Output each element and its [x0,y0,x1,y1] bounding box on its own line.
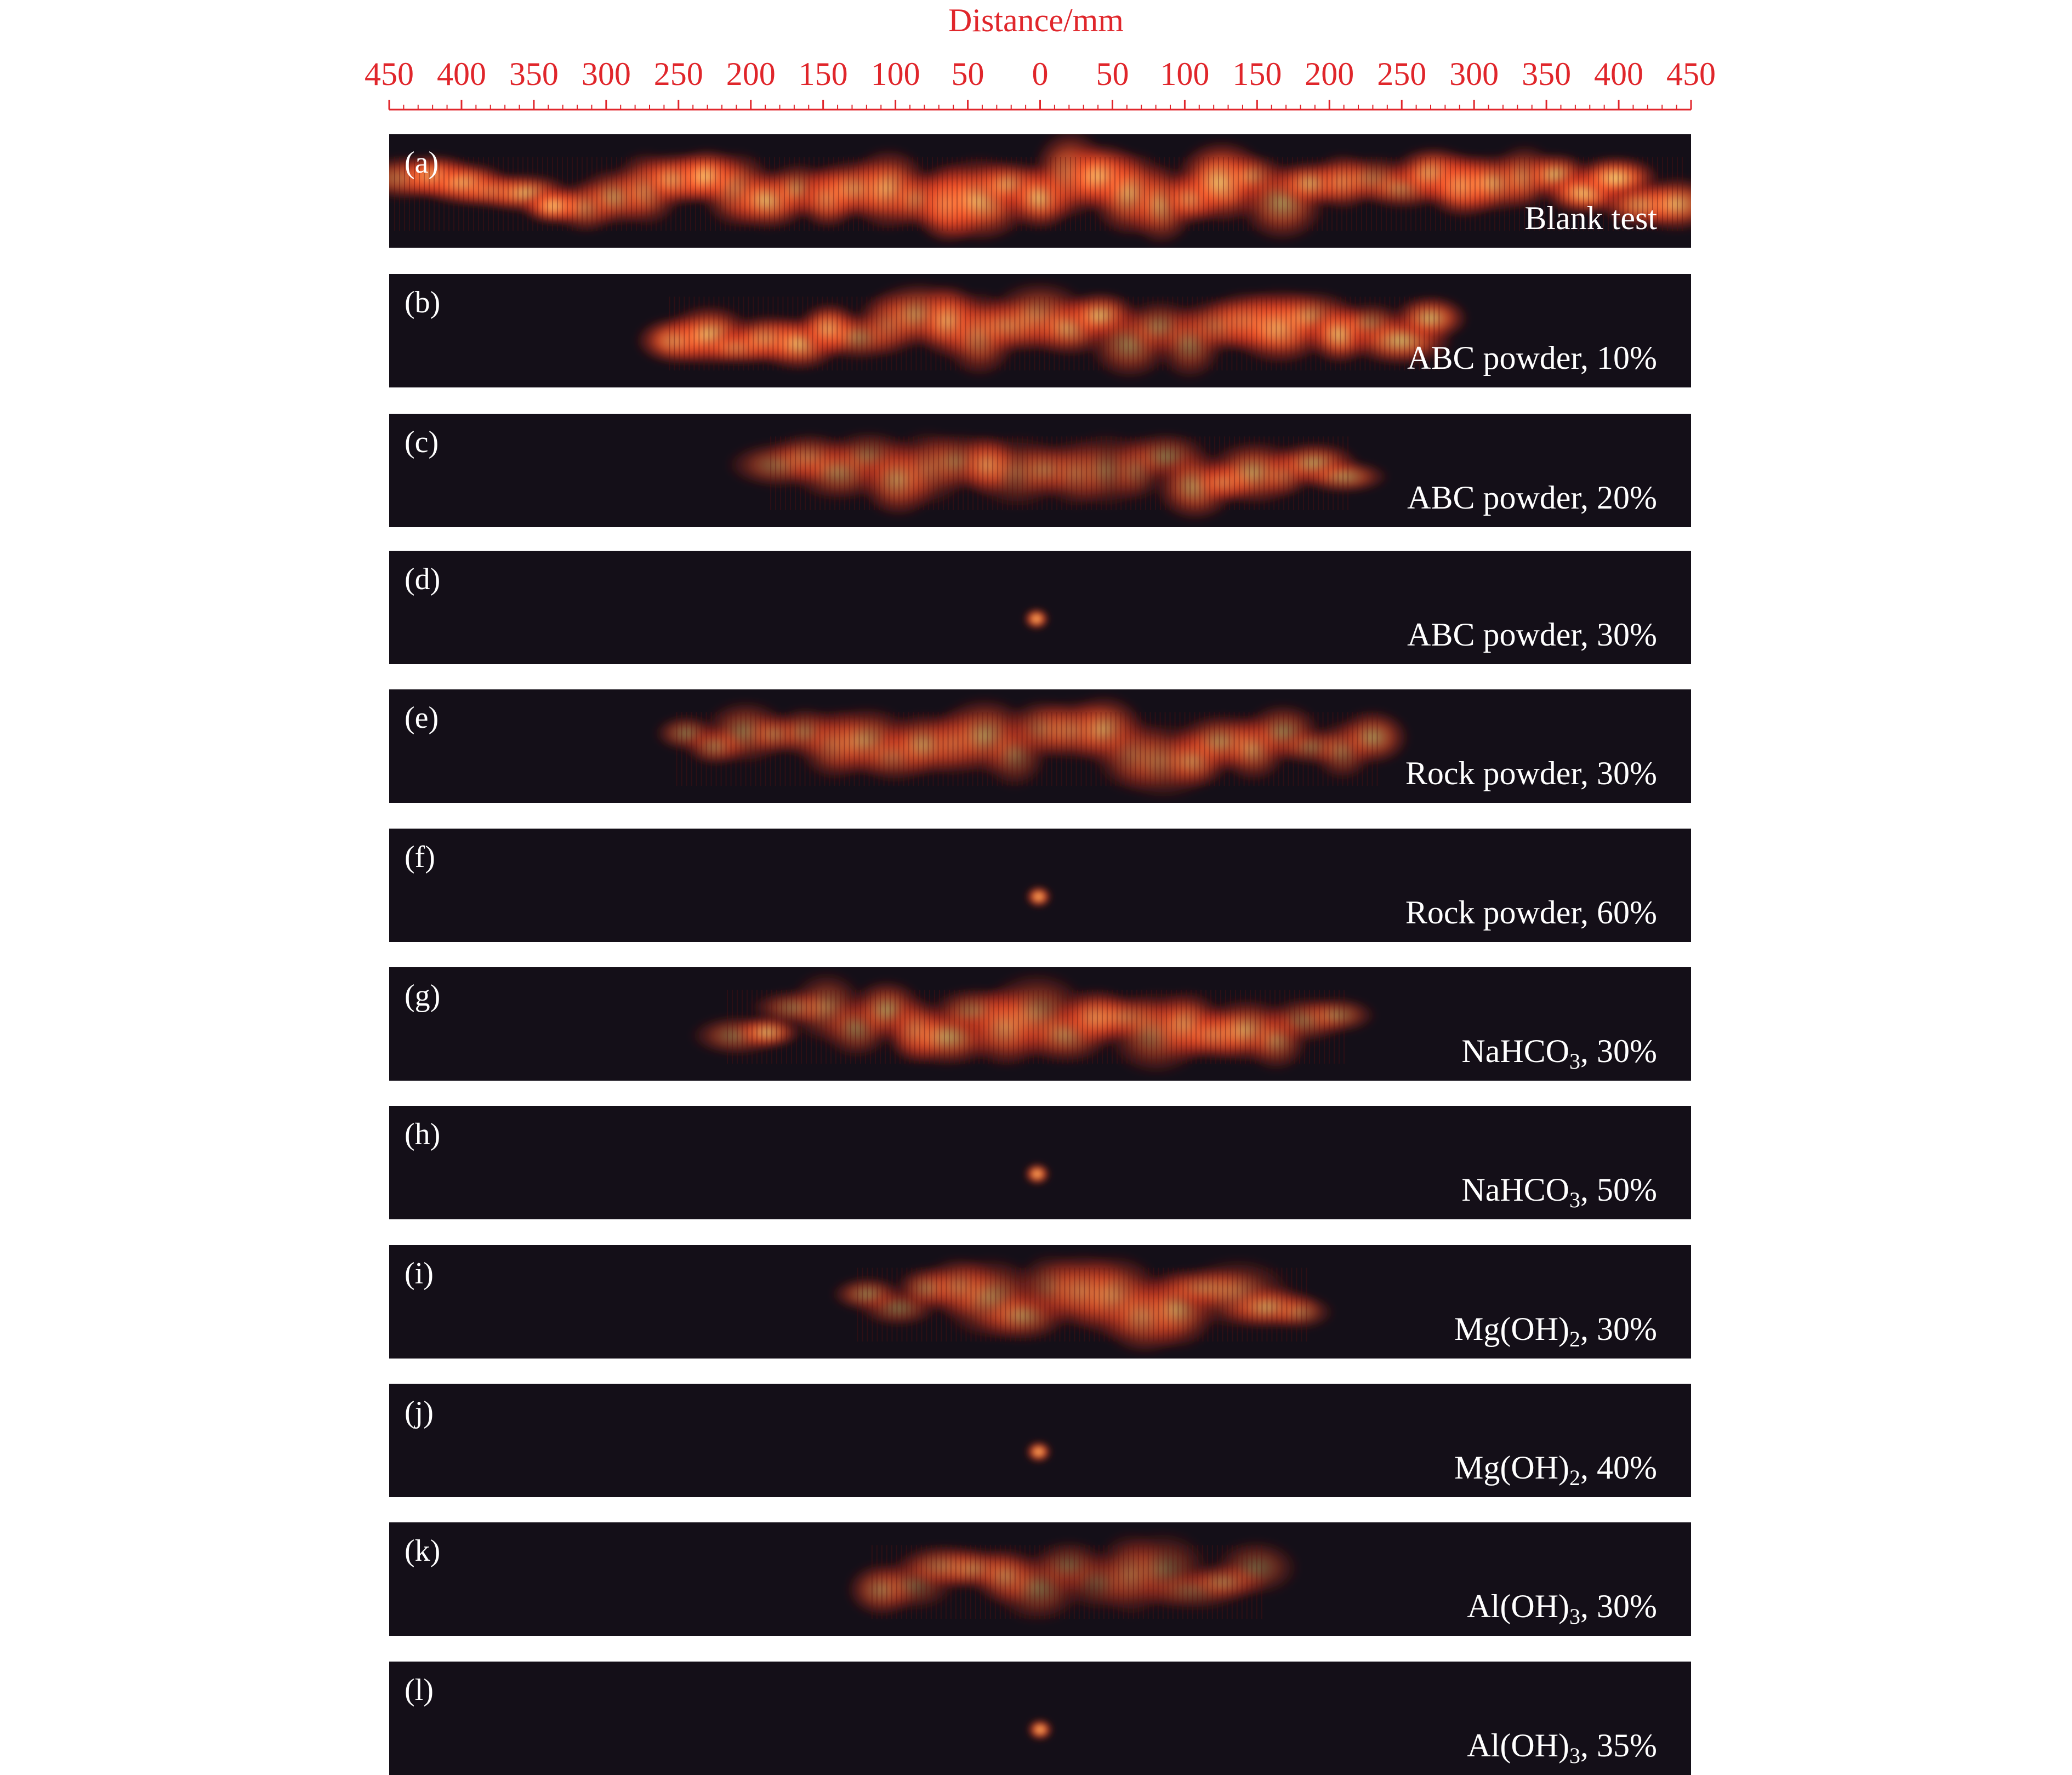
panel-label-text: ABC powder, 30% [1407,617,1657,653]
panel-letter: (d) [405,562,441,596]
panel-label [1524,201,1657,236]
tick-label: 200 [1305,56,1354,92]
tick-label: 250 [653,56,703,92]
panel-label [1407,340,1657,375]
tick-label: 350 [1522,56,1572,92]
panel-label-suffix: , 35% [1580,1727,1657,1763]
panel-label [1467,1727,1657,1768]
tick-label: 200 [726,56,776,92]
tick-label: 150 [1232,56,1282,92]
panel-letter: (a) [405,146,439,180]
flame-panel [389,1245,1691,1359]
panel-label [1461,1033,1657,1074]
panel-label [1454,1449,1657,1490]
flame-panel [389,551,1691,664]
tick-label: 450 [365,56,414,92]
tick-label: 450 [1666,56,1716,92]
panel-label-subscript: 3 [1569,1188,1581,1212]
panel-label-text: Rock powder, 60% [1405,894,1657,931]
tick-label: 0 [1032,56,1049,92]
tick-label: 100 [1160,56,1210,92]
flame-region [1023,608,1050,630]
panel-label-text: ABC powder, 10% [1407,340,1657,376]
panel-label-text: Al(OH) [1467,1727,1570,1763]
panel-letter: (k) [405,1534,441,1568]
tick-label: 400 [1594,56,1644,92]
panel-label [1405,895,1657,930]
flame-panel [389,689,1691,803]
panel-label [1405,756,1657,791]
tick-label: 350 [509,56,559,92]
tick-label: 100 [870,56,920,92]
panel-letter: (g) [405,979,441,1013]
panel-label [1407,617,1657,652]
flame-panel [389,414,1691,527]
tick-label: 150 [798,56,848,92]
axis-title: Distance/mm [948,2,1124,38]
flame-panel [389,134,1691,248]
flame-region [1026,886,1052,908]
panel-label-subscript: 3 [1569,1049,1581,1074]
panel-letter: (c) [405,425,439,459]
panel-label-text: Rock powder, 30% [1405,755,1657,791]
flame-region [389,134,1691,247]
distance-axis [0,0,2072,142]
tick-label: 300 [1449,56,1499,92]
flame-region [1024,1163,1050,1185]
panel-letter: (l) [405,1673,434,1707]
panel-letter: (e) [405,701,439,735]
panel-label [1407,480,1657,515]
panel-label-suffix: , 40% [1580,1449,1657,1486]
panel-label-subscript: 3 [1569,1743,1581,1768]
panel-label-text: NaHCO [1461,1172,1570,1208]
panel-label-text: NaHCO [1461,1033,1570,1069]
panel-letter: (b) [405,286,441,319]
panel-label-text: Mg(OH) [1454,1449,1570,1486]
panel-label [1467,1588,1657,1629]
flame-region [1027,1719,1054,1740]
panel-letter: (i) [405,1257,434,1291]
panel-label-text: ABC powder, 20% [1407,480,1657,516]
flame-panel [389,967,1691,1081]
panel-label-subscript: 2 [1569,1465,1581,1490]
panel-label-suffix: , 30% [1580,1311,1657,1347]
tick-label: 250 [1377,56,1427,92]
panel-label [1454,1311,1657,1351]
tick-label: 300 [581,56,631,92]
tick-label: 50 [1096,56,1129,92]
flame-panel [389,1106,1691,1219]
flame-region [830,1252,1336,1356]
flame-image [389,134,1691,248]
panel-label-text: Mg(OH) [1454,1311,1570,1347]
panel-label-suffix: , 30% [1580,1033,1657,1069]
flame-panel [389,274,1691,387]
flame-region [1026,1441,1052,1463]
panel-letter: (h) [405,1117,441,1151]
panel-label-subscript: 3 [1569,1604,1581,1629]
panel-label-text: Blank test [1524,200,1657,236]
panel-label-subscript: 2 [1569,1327,1581,1351]
tick-label: 50 [951,56,984,92]
flame-panel [389,1384,1691,1497]
panel-label-text: Al(OH) [1467,1588,1570,1624]
panel-label [1461,1172,1657,1212]
flame-panel [389,829,1691,942]
panel-letter: (j) [405,1395,434,1429]
tick-label: 400 [436,56,486,92]
panel-label-suffix: , 30% [1580,1588,1657,1624]
flame-region [634,279,1470,382]
flame-panel [389,1662,1691,1775]
flame-panel [389,1522,1691,1636]
panel-letter: (f) [405,840,435,874]
panel-label-suffix: , 50% [1580,1172,1657,1208]
